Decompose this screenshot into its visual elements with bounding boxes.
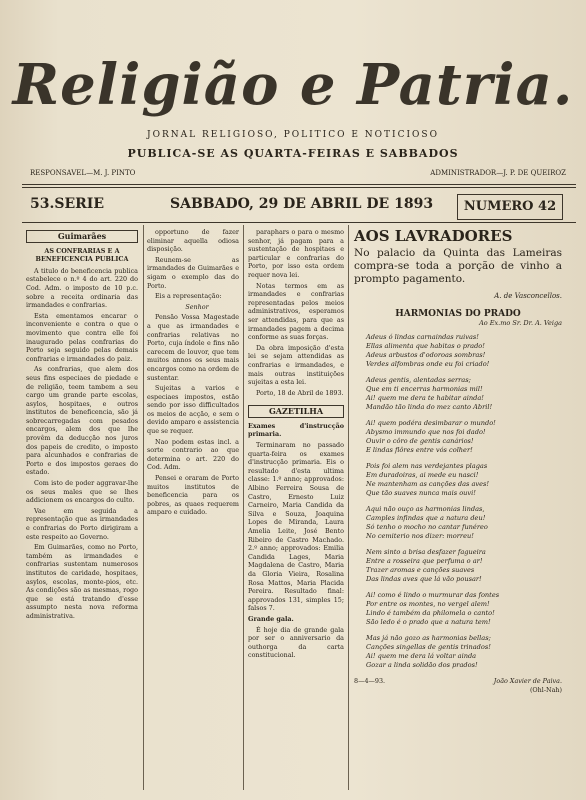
poem-date: 8—4—93.: [354, 677, 386, 686]
poem-stanza: Mas já não gozo as harmonias bellas; Canções singellas de gentis trinados! Ai! quem me dera lá voltar ainda Gozar a linda solidão dos prados!: [366, 634, 491, 670]
column-2: [147, 228, 239, 519]
poem-author: João Xavier de Paiva.: [493, 677, 562, 686]
ad-headline: AOS LAVRADORES: [354, 227, 513, 245]
article-title: AS CONFRARIAS E A BENEFICENCIA PUBLICA: [35, 246, 129, 264]
exames-title: Exames d'instrucção primaria.: [248, 421, 344, 439]
poem-dedication: Ao Ex.mo Sr. Dr. A. Veiga: [479, 318, 562, 327]
administrador: ADMINISTRADOR—J. P. DE QUEIROZ: [430, 169, 566, 177]
poem-stanza: Aqui não ouço as harmonias lindas, Camples infindas que a natura deu! Só tenho o mocho no cantar funéreo No cemiterio nos dizer: morreu!: [366, 505, 488, 541]
paragraph: Nao podem estas incl. a sorte contrario ao que determina o art. 220 do Cod. Adm.: [147, 437, 239, 472]
column-rule: [143, 225, 144, 790]
paragraph: Notas termos em as irmandades e confrarias representadas pelos meios administrativos, esperamos ser attendidas, para que as irmandades pagem a decima conforme as suas forças.: [248, 281, 344, 342]
paragraph: Em Guimarães, como no Porto, também as irmandades e confrarias sustentam numerosos institutos de caridade, hospitaes, asylos, escolas, monte-pios, etc. As condições são as mesmas, rogo que se está tratando d'esse assumpto nesta nova reforma administrativa.: [26, 543, 138, 620]
ad-body: No palacio da Quinta das Lameiras compra-se toda a porção de vinho a prompto pagamento.: [354, 246, 562, 285]
paragraph: Pensão Vossa Magestade a que as irmandades e confrarias relativas no Porto, cuja índole e fins não carecem de louvor, que tem muitos annos os seus mais encargos como na ordem de sustentar.: [147, 313, 239, 382]
ad-signature: A. de Vasconcellos.: [494, 291, 562, 300]
divider: [22, 222, 576, 223]
paragraph: Senhor: [185, 302, 209, 311]
paragraph: As confrarias, que alem dos seus fins especiaes de piedade e de religião, teem tambem a seu cargo um grande parte escolas, asylos, hospitaes, e outros institutos de beneficencia, são já sobrecarregadas com pesados encargos, alem dos que lhe provêm da deducção nos juros dos papeis de credito, o imposto para alcunhados e confrarias de Porto e dos impostos geraes do estado.: [26, 365, 138, 477]
poem-stanza: Ai! quem podéra desimbarar o mundo! Abysmo immundo que nos foi dado! Ouvir o côro de gentis canários! E lindas flôres entre vós colher!: [366, 419, 496, 455]
poem-stanza: Pois foi alem nas verdejantes plagas Em duradoiras, ai mede eu nasci! Ne mantenham as canções das aves! Que tão suaves nunca mais ouvi!: [366, 462, 490, 498]
poem-note: (Ohl-Nah): [529, 685, 562, 694]
gala-title: Grande gala.: [248, 614, 294, 623]
divider: [22, 184, 576, 185]
masthead-subtitle: JORNAL RELIGIOSO, POLITICO E NOTICIOSO: [147, 130, 439, 140]
gala-text: É hoje dia de grande gala por ser o anniversario da outhorga da carta constitucional.: [248, 625, 344, 660]
paragraph: Vae em seguida a representação que as irmandades e confrarias do Porto dirigiram a este respeito ao Governo.: [26, 506, 138, 541]
poem-stanza: Ai! como é lindo o murmurar das fontes Por entre os montes, no vergel alem! Lindo é também da philomela o canto! São ledo é o prado que a natura tem!: [366, 591, 500, 627]
paragraph: Sujeitas a varios e especiaes impostos, estão sendo por isso difficultados os meios de acção, e sem o devido amparo e assistencia que se requer.: [147, 384, 239, 436]
column-rule: [348, 225, 349, 790]
paragraph: paraphars o para o mesmo senhor, já pagam para a sustentação de hospitaes e particular e confrarias do Porto, por isso esta ordem requer nova lei.: [248, 228, 344, 279]
column-4: [354, 228, 562, 695]
paragraph: Esta ementamos encarar o inconveniente e contra o que o movimento que contra elle foi inaugurado pelas confrarias do Porto seja seguido pelas demais confrarias e irmandades do paiz.: [26, 311, 138, 363]
exames-text: Terminaram no passado quarta-feira os exames d'instrucção primaria. Eis o resultado d'esta ultima classe: 1.º anno; approvados: Albino Ferreira Sousa de Castro, Ernesto Luiz Carneiro, Maria Candida da Silva e Souza, Joaquina Lopes de Miranda, Laura Amelia Leite, José Bento Ribeiro de Castro Machado. 2.º anno; approvados: Emilia Candida Lages, Maria Magdalena de Castro, Maria da Gloria Vieira, Rosalina Rosa Mattos, Maria Placida Pereira. Resultado final: approvados 131, simples 15; falsos 7.: [248, 441, 344, 613]
paragraph: Porto, 18 de Abril de 1893.: [256, 388, 344, 397]
publication-schedule: PUBLICA-SE AS QUARTA-FEIRAS E SABBADOS: [127, 147, 459, 160]
paragraph: Pensei e oraram de Porto muitos institutos de beneficencia para os pobres, as quaes requerem amparo e cuidado.: [147, 474, 239, 517]
poem-stanza: Nem sinto a brisa desfazer fagueira Entre a rosseira que perfuma o ar! Trazer aromas e canções suaves Das lindas aves que lá vão pousar!: [366, 548, 486, 584]
issue-date: SABBADO, 29 DE ABRIL DE 1893: [170, 196, 434, 212]
divider: [22, 187, 576, 188]
paragraph: A titulo do beneficencia publica estabelece o n.º 4 do art. 220 do Cod. Adm. o imposto de 10 p.c. sobre a receita ordinaria das irmandades e confrarias.: [26, 266, 138, 310]
poem-title: HARMONIAS DO PRADO: [395, 309, 521, 320]
column-3: [248, 228, 344, 662]
column-rule: [243, 225, 244, 790]
poem-stanza: Adeus ó lindas carnaindas ruivas! Ellas alimenta que habitas o prado! Adeus arbustos d'odoroas sombras! Verdes alfombras onde eu foi criado!: [366, 333, 490, 369]
paragraph: Da obra imposição d'esta lei se sejam attendidas as confrarias e irmandades, e mais outras instituições sujeitas a esta lei.: [248, 343, 344, 387]
issue-number: NUMERO 42: [457, 194, 563, 220]
poem-footer: [354, 677, 562, 686]
paragraph: Reunem-se as irmandades de Guimarães e sigam o exemplo das do Porto.: [147, 255, 239, 290]
paragraph: opportuno de fazer eliminar aquella odiosa disposição.: [147, 228, 239, 254]
column-1: [26, 228, 138, 623]
issue-serie: 53.SERIE: [30, 196, 104, 212]
poem-stanza: Adeus gentis, alentadas serras; Que em ti encerras harmonias mil! Ai! quem me dera te habitar ainda! Mandão tão linda do mez canto Abril!: [366, 376, 493, 412]
paragraph: Com isto de poder aggravar-lhe os seus males que se lhes addicionem os encargos do culto.: [26, 479, 138, 505]
masthead-title: Religião e Patria.: [12, 52, 574, 118]
gazetilha-heading: GAZETILHA: [248, 405, 344, 418]
responsavel: RESPONSAVEL—M. J. PINTO: [30, 169, 136, 177]
section-heading: Guimarães: [26, 230, 138, 243]
paragraph: Eis a representação:: [155, 292, 222, 301]
